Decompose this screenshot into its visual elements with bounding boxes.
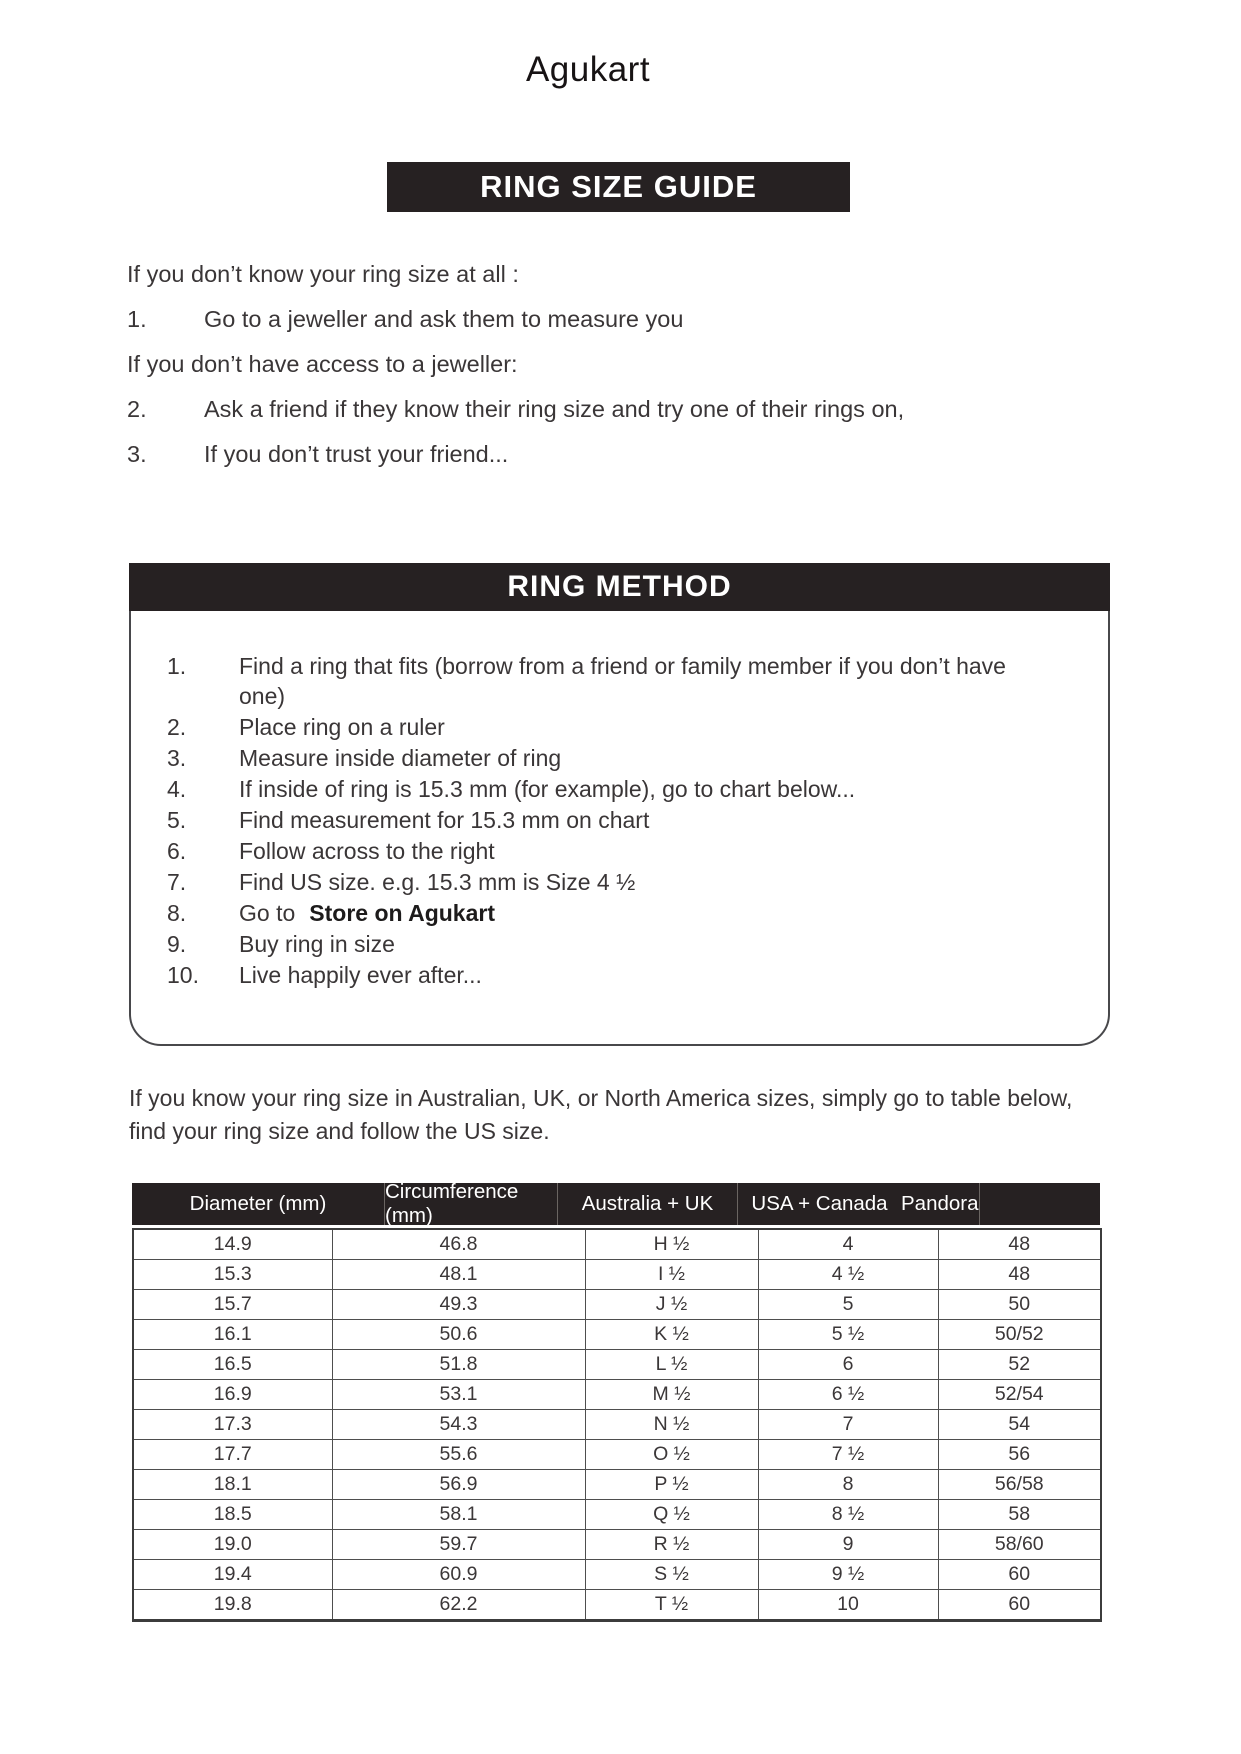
- table-row: [133, 1500, 1101, 1530]
- store-on-agukart-link[interactable]: Store on Agukart: [309, 900, 495, 926]
- method-step-text: [239, 836, 509, 866]
- method-step-text-main: Measure inside diameter of ring: [239, 745, 562, 771]
- intro-item-2-number: 2.: [127, 396, 147, 422]
- method-step-text: [239, 743, 575, 773]
- cell-circumference: 49.3: [332, 1290, 585, 1320]
- method-step-text-main: Find measurement for 15.3 mm on chart: [239, 807, 650, 833]
- cell-diameter: 14.9: [133, 1229, 332, 1260]
- cell-circumference: 46.8: [332, 1229, 585, 1260]
- method-step-number: 4.: [167, 776, 187, 802]
- ring-method-banner: [129, 563, 1110, 611]
- cell-usa-canada: 7: [758, 1410, 938, 1440]
- intro-item-2: [127, 395, 1137, 423]
- cell-circumference: 59.7: [332, 1530, 585, 1560]
- cell-usa-canada: 4: [758, 1229, 938, 1260]
- cell-diameter: 19.8: [133, 1590, 332, 1621]
- intro-item-1-number: 1.: [127, 306, 147, 332]
- ring-method-steps: [131, 611, 1108, 990]
- method-step: [167, 651, 1038, 711]
- cell-australia-uk: R ½: [585, 1530, 758, 1560]
- cell-diameter: 15.3: [133, 1260, 332, 1290]
- cell-diameter: 19.0: [133, 1530, 332, 1560]
- method-step: [167, 743, 1038, 773]
- intro-item-3-number: 3.: [127, 441, 147, 467]
- cell-australia-uk: T ½: [585, 1590, 758, 1621]
- cell-australia-uk: N ½: [585, 1410, 758, 1440]
- method-step-text-main: Follow across to the right: [239, 838, 495, 864]
- table-row: [133, 1440, 1101, 1470]
- table-row: [133, 1380, 1101, 1410]
- cell-usa-canada: 9: [758, 1530, 938, 1560]
- table-row: [133, 1260, 1101, 1290]
- intro-line-1: [127, 260, 1137, 288]
- method-step-number: 2.: [167, 714, 187, 740]
- cell-diameter: 19.4: [133, 1560, 332, 1590]
- cell-diameter: 17.3: [133, 1410, 332, 1440]
- method-step: [167, 867, 1038, 897]
- cell-pandora: 50: [938, 1290, 1101, 1320]
- intro-item-3: [127, 440, 1137, 468]
- cell-pandora: 56: [938, 1440, 1101, 1470]
- cell-usa-canada: 5 ½: [758, 1320, 938, 1350]
- method-step-text-main: Live happily ever after...: [239, 962, 482, 988]
- method-step-number: 8.: [167, 900, 187, 926]
- intro-item-3-text: If you don’t trust your friend...: [204, 441, 509, 467]
- method-step-text-main: Place ring on a ruler: [239, 714, 445, 740]
- cell-usa-canada: 8: [758, 1470, 938, 1500]
- table-row: [133, 1350, 1101, 1380]
- cell-circumference: 51.8: [332, 1350, 585, 1380]
- cell-pandora: 48: [938, 1229, 1101, 1260]
- method-step: [167, 836, 1038, 866]
- table-row: [133, 1320, 1101, 1350]
- cell-diameter: 17.7: [133, 1440, 332, 1470]
- table-row: [133, 1290, 1101, 1320]
- cell-australia-uk: Q ½: [585, 1500, 758, 1530]
- table-header-cell: Circumference (mm): [385, 1183, 558, 1225]
- cell-circumference: 48.1: [332, 1260, 585, 1290]
- ring-method-box: [129, 563, 1110, 1046]
- cell-australia-uk: S ½: [585, 1560, 758, 1590]
- method-step-text: [239, 960, 496, 990]
- method-step: [167, 960, 1038, 990]
- cell-circumference: 53.1: [332, 1380, 585, 1410]
- method-step: [167, 712, 1038, 742]
- intro-item-1-text: Go to a jeweller and ask them to measure you: [204, 306, 684, 332]
- method-step-number: 3.: [167, 745, 187, 771]
- cell-circumference: 60.9: [332, 1560, 585, 1590]
- table-intro-paragraph: If you know your ring size in Australian, UK, or North America sizes, simply go to table below, find your ring size and follow the US size.: [129, 1085, 1073, 1144]
- cell-pandora: 58/60: [938, 1530, 1101, 1560]
- cell-australia-uk: P ½: [585, 1470, 758, 1500]
- method-step-text-main: Buy ring in size: [239, 931, 395, 957]
- cell-australia-uk: O ½: [585, 1440, 758, 1470]
- cell-usa-canada: 5: [758, 1290, 938, 1320]
- method-step-text-main: Go to: [239, 900, 296, 926]
- table-row: [133, 1410, 1101, 1440]
- method-step-text-main: Find US size. e.g. 15.3 mm is Size 4 ½: [239, 869, 636, 895]
- method-step-number: 10.: [167, 962, 199, 988]
- method-step-number: 9.: [167, 931, 187, 957]
- table-row: [133, 1590, 1101, 1621]
- cell-usa-canada: 4 ½: [758, 1260, 938, 1290]
- cell-australia-uk: M ½: [585, 1380, 758, 1410]
- ring-size-table: [132, 1180, 1100, 1622]
- ring-size-guide-banner-label: RING SIZE GUIDE: [480, 169, 757, 204]
- method-step-text: [239, 898, 495, 928]
- cell-circumference: 55.6: [332, 1440, 585, 1470]
- cell-usa-canada: 7 ½: [758, 1440, 938, 1470]
- table-rows: [133, 1229, 1101, 1621]
- method-step: [167, 805, 1038, 835]
- table-header-cell: Australia + UK: [558, 1183, 738, 1225]
- method-step: [167, 929, 1038, 959]
- cell-diameter: 16.5: [133, 1350, 332, 1380]
- cell-diameter: 16.9: [133, 1380, 332, 1410]
- table-row: [133, 1229, 1101, 1260]
- cell-diameter: 18.1: [133, 1470, 332, 1500]
- method-step-text: [239, 774, 869, 804]
- cell-australia-uk: H ½: [585, 1229, 758, 1260]
- brand-title: Agukart: [525, 50, 651, 89]
- cell-circumference: 50.6: [332, 1320, 585, 1350]
- cell-pandora: 58: [938, 1500, 1101, 1530]
- method-step-text: [239, 712, 459, 742]
- cell-pandora: 56/58: [938, 1470, 1101, 1500]
- cell-circumference: 56.9: [332, 1470, 585, 1500]
- table-header-cell: Pandora: [901, 1183, 980, 1225]
- table-row: [133, 1560, 1101, 1590]
- cell-australia-uk: L ½: [585, 1350, 758, 1380]
- table-header-cell: USA + Canada: [751, 1192, 888, 1215]
- cell-circumference: 58.1: [332, 1500, 585, 1530]
- cell-usa-canada: 9 ½: [758, 1560, 938, 1590]
- method-step-number: 5.: [167, 807, 187, 833]
- cell-pandora: 50/52: [938, 1320, 1101, 1350]
- cell-usa-canada: 6: [758, 1350, 938, 1380]
- intro-line-1-text: If you don’t know your ring size at all :: [127, 261, 519, 287]
- intro-item-1: [127, 305, 1137, 333]
- method-step-text-main: Find a ring that fits (borrow from a friend or family member if you don’t have one): [239, 653, 1006, 709]
- cell-australia-uk: K ½: [585, 1320, 758, 1350]
- cell-usa-canada: 10: [758, 1590, 938, 1621]
- method-step-number: 6.: [167, 838, 187, 864]
- cell-australia-uk: I ½: [585, 1260, 758, 1290]
- ring-size-guide-banner: [387, 162, 850, 212]
- cell-pandora: 52: [938, 1350, 1101, 1380]
- cell-australia-uk: J ½: [585, 1290, 758, 1320]
- cell-pandora: 48: [938, 1260, 1101, 1290]
- intro-line-2: [127, 350, 1137, 378]
- cell-diameter: 18.5: [133, 1500, 332, 1530]
- table-row: [133, 1530, 1101, 1560]
- table-header-cell: Diameter (mm): [132, 1183, 385, 1225]
- cell-usa-canada: 8 ½: [758, 1500, 938, 1530]
- method-step-text: [239, 805, 663, 835]
- cell-pandora: 60: [938, 1560, 1101, 1590]
- intro-section: [127, 260, 1137, 485]
- method-step-text: [239, 651, 1038, 711]
- cell-circumference: 54.3: [332, 1410, 585, 1440]
- cell-circumference: 62.2: [332, 1590, 585, 1621]
- table-header-row: [132, 1180, 1100, 1227]
- method-step: [167, 774, 1038, 804]
- cell-pandora: 54: [938, 1410, 1101, 1440]
- cell-pandora: 52/54: [938, 1380, 1101, 1410]
- table-body: [132, 1228, 1102, 1622]
- intro-line-2-text: If you don’t have access to a jeweller:: [127, 351, 518, 377]
- cell-diameter: 15.7: [133, 1290, 332, 1320]
- method-step: [167, 898, 1038, 928]
- method-step-number: 1.: [167, 653, 187, 679]
- method-step-text: [239, 929, 409, 959]
- cell-usa-canada: 6 ½: [758, 1380, 938, 1410]
- cell-pandora: 60: [938, 1590, 1101, 1621]
- intro-item-2-text: Ask a friend if they know their ring size and try one of their rings on,: [204, 396, 905, 422]
- ring-method-banner-label: RING METHOD: [507, 570, 732, 603]
- method-step-number: 7.: [167, 869, 187, 895]
- method-step-text: [239, 867, 649, 897]
- cell-diameter: 16.1: [133, 1320, 332, 1350]
- table-row: [133, 1470, 1101, 1500]
- method-step-text-main: If inside of ring is 15.3 mm (for example), go to chart below...: [239, 776, 856, 802]
